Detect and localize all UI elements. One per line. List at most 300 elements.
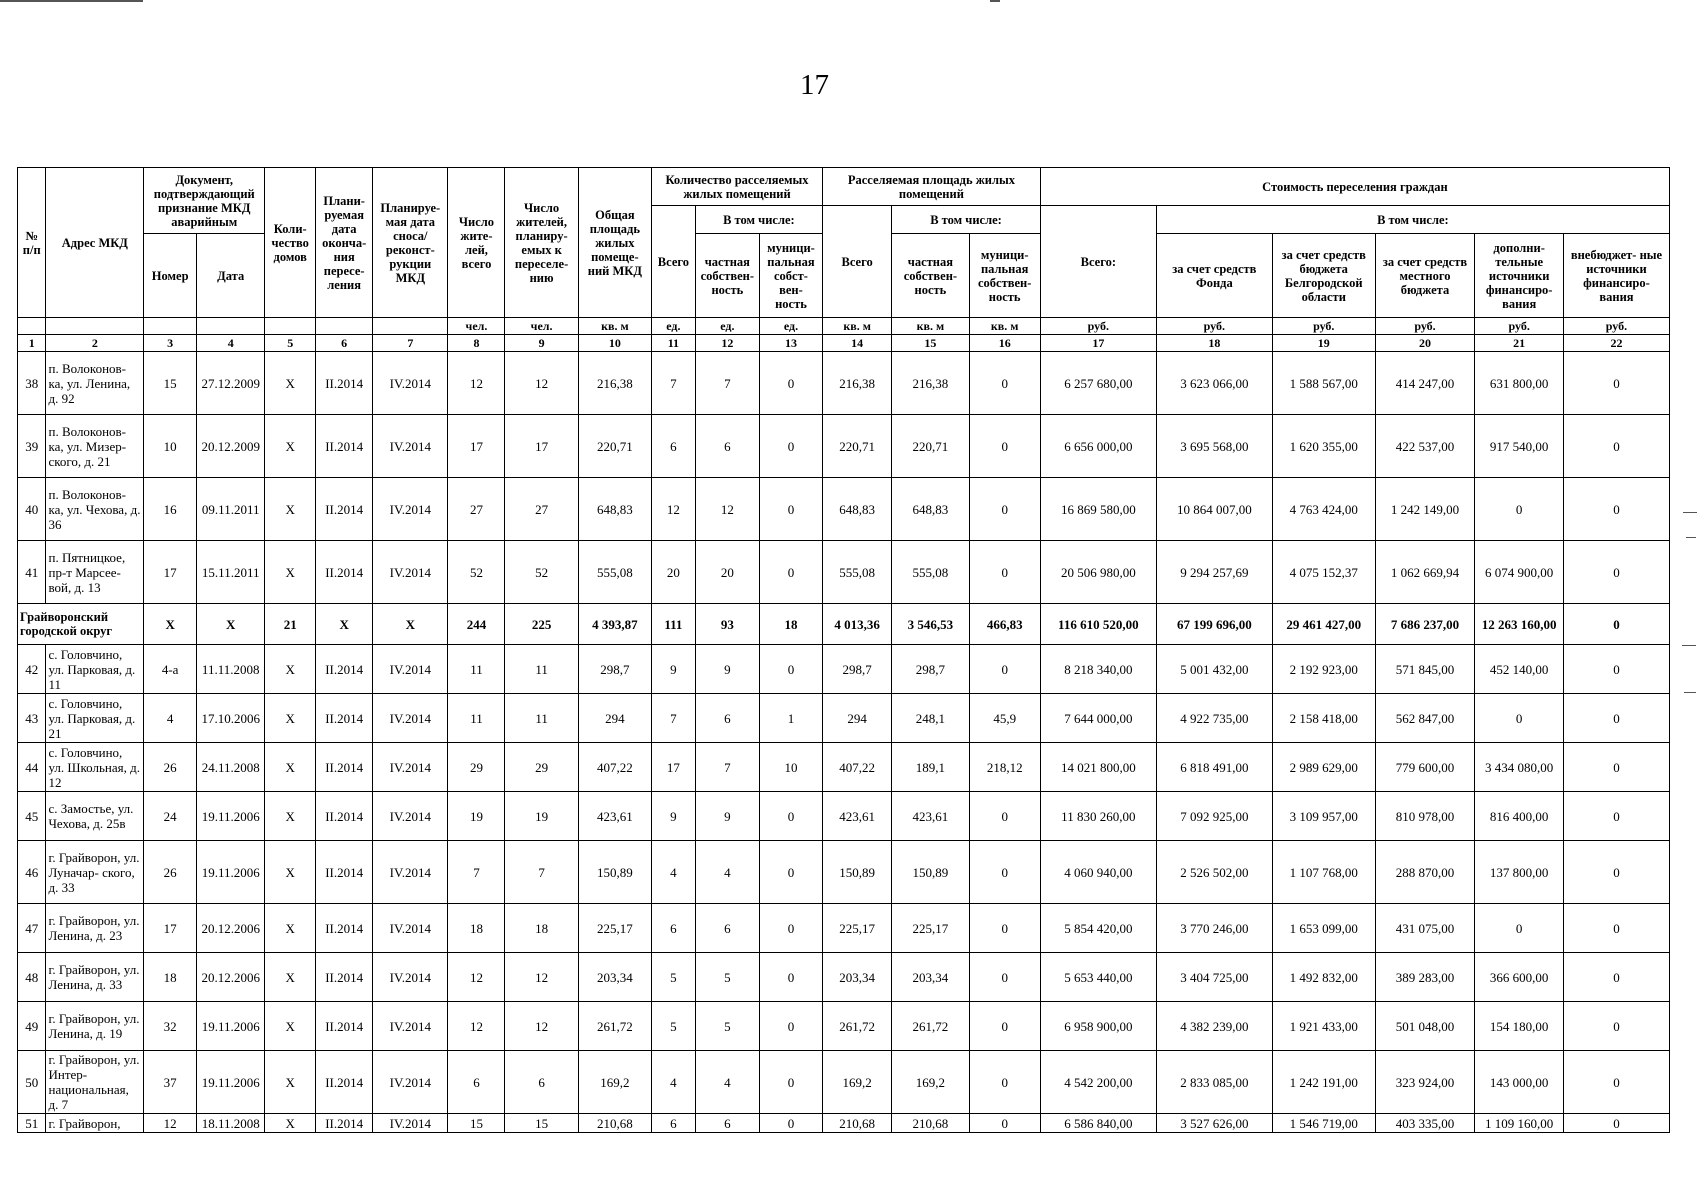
total-rooms-private: 93 <box>695 604 759 645</box>
cell-sq-private: 203,34 <box>892 953 969 1002</box>
cell-sq-total: 169,2 <box>823 1051 892 1114</box>
cell-rooms-private: 5 <box>695 953 759 1002</box>
total-cost-additional: 12 263 160,00 <box>1475 604 1564 645</box>
cell-doc-date: 19.11.2006 <box>197 1051 265 1114</box>
cell-rooms-total: 6 <box>652 415 696 478</box>
column-number: 18 <box>1156 335 1272 352</box>
cell-rooms-total: 12 <box>652 478 696 541</box>
cell-end: II.2014 <box>316 1051 373 1114</box>
units-cell: руб. <box>1475 318 1564 335</box>
units-cell <box>265 318 316 335</box>
resettlement-table-wrap <box>17 167 1670 1131</box>
cell-sq-municipal: 0 <box>969 1051 1040 1114</box>
cell-res-total: 12 <box>448 352 505 415</box>
cell-cost-local: 1 062 669,94 <box>1375 541 1475 604</box>
cell-cost-regional: 4 763 424,00 <box>1272 478 1375 541</box>
cell-end: II.2014 <box>316 415 373 478</box>
cell-cost-local: 501 048,00 <box>1375 1002 1475 1051</box>
cell-doc-date: 09.11.2011 <box>197 478 265 541</box>
cell-doc-no: 37 <box>144 1051 197 1114</box>
cell-sq-municipal: 218,12 <box>969 743 1040 792</box>
scan-margin-mark <box>1684 692 1696 693</box>
column-number: 10 <box>578 335 651 352</box>
cell-cost-regional: 1 546 719,00 <box>1272 1114 1375 1133</box>
cell-sq-total: 261,72 <box>823 1002 892 1051</box>
cell-demolish: IV.2014 <box>373 645 448 694</box>
cell-sq-total: 210,68 <box>823 1114 892 1133</box>
cell-cost-regional: 1 588 567,00 <box>1272 352 1375 415</box>
cell-doc-no: 32 <box>144 1002 197 1051</box>
cell-sq-total: 423,61 <box>823 792 892 841</box>
cell-cost-additional: 0 <box>1475 694 1564 743</box>
cell-cost-total: 14 021 800,00 <box>1040 743 1156 792</box>
column-number: 16 <box>969 335 1040 352</box>
units-cell <box>373 318 448 335</box>
cell-cost-fund: 5 001 432,00 <box>1156 645 1272 694</box>
row-address: п. Волоконов- ка, ул. Ленина, д. 92 <box>46 352 144 415</box>
cell-rooms-total: 9 <box>652 792 696 841</box>
cell-cost-total: 6 656 000,00 <box>1040 415 1156 478</box>
cell-doc-date: 18.11.2008 <box>197 1114 265 1133</box>
cell-houses: X <box>265 1002 316 1051</box>
cell-rooms-total: 7 <box>652 694 696 743</box>
total-doc-no: X <box>144 604 197 645</box>
column-number: 11 <box>652 335 696 352</box>
cell-res-planned: 12 <box>505 953 578 1002</box>
cell-cost-extra: 0 <box>1563 694 1669 743</box>
cell-cost-additional: 3 434 080,00 <box>1475 743 1564 792</box>
row-number: 50 <box>18 1051 46 1114</box>
cell-cost-total: 4 060 940,00 <box>1040 841 1156 904</box>
cell-cost-regional: 1 492 832,00 <box>1272 953 1375 1002</box>
units-cell: ед. <box>652 318 696 335</box>
cell-demolish: IV.2014 <box>373 352 448 415</box>
cell-houses: X <box>265 841 316 904</box>
table-row <box>18 743 1670 792</box>
cell-area-total: 225,17 <box>578 904 651 953</box>
cell-sq-total: 407,22 <box>823 743 892 792</box>
table-row <box>18 904 1670 953</box>
cell-sq-municipal: 0 <box>969 541 1040 604</box>
cell-sq-total: 150,89 <box>823 841 892 904</box>
cell-rooms-municipal: 0 <box>759 1114 822 1133</box>
cell-end: II.2014 <box>316 953 373 1002</box>
cell-cost-total: 20 506 980,00 <box>1040 541 1156 604</box>
row-number: 41 <box>18 541 46 604</box>
cell-houses: X <box>265 743 316 792</box>
column-number: 8 <box>448 335 505 352</box>
row-number: 51 <box>18 1114 46 1133</box>
scan-edge-mark <box>0 0 143 2</box>
cell-cost-regional: 2 158 418,00 <box>1272 694 1375 743</box>
cell-cost-fund: 3 623 066,00 <box>1156 352 1272 415</box>
scan-margin-mark <box>1682 645 1696 646</box>
cell-rooms-total: 5 <box>652 953 696 1002</box>
cell-cost-fund: 2 833 085,00 <box>1156 1051 1272 1114</box>
cell-cost-regional: 1 242 191,00 <box>1272 1051 1375 1114</box>
cell-cost-fund: 4 382 239,00 <box>1156 1002 1272 1051</box>
cell-res-total: 27 <box>448 478 505 541</box>
cell-rooms-total: 6 <box>652 1114 696 1133</box>
cell-end: II.2014 <box>316 478 373 541</box>
cell-cost-additional: 0 <box>1475 904 1564 953</box>
cell-cost-fund: 3 527 626,00 <box>1156 1114 1272 1133</box>
cell-doc-date: 24.11.2008 <box>197 743 265 792</box>
row-address: г. Грайворон, ул. Ленина, д. 19 <box>46 1002 144 1051</box>
cell-sq-private: 220,71 <box>892 415 969 478</box>
column-number: 15 <box>892 335 969 352</box>
cell-rooms-private: 6 <box>695 694 759 743</box>
cell-end: II.2014 <box>316 694 373 743</box>
header-doc-date: Дата <box>197 234 265 318</box>
table-row <box>18 541 1670 604</box>
cell-rooms-municipal: 0 <box>759 841 822 904</box>
cell-res-planned: 6 <box>505 1051 578 1114</box>
cell-cost-total: 6 257 680,00 <box>1040 352 1156 415</box>
table-row <box>18 352 1670 415</box>
cell-area-total: 261,72 <box>578 1002 651 1051</box>
cell-rooms-municipal: 10 <box>759 743 822 792</box>
cell-res-planned: 11 <box>505 645 578 694</box>
cell-sq-private: 169,2 <box>892 1051 969 1114</box>
total-row <box>18 604 1670 645</box>
header-cost-group: Стоимость переселения граждан <box>1040 168 1669 206</box>
cell-doc-no: 17 <box>144 541 197 604</box>
table-row <box>18 415 1670 478</box>
cell-rooms-municipal: 0 <box>759 415 822 478</box>
total-rooms-municipal: 18 <box>759 604 822 645</box>
total-cost-total: 116 610 520,00 <box>1040 604 1156 645</box>
cell-rooms-private: 4 <box>695 841 759 904</box>
cell-sq-municipal: 0 <box>969 841 1040 904</box>
cell-doc-date: 20.12.2006 <box>197 953 265 1002</box>
cell-res-planned: 15 <box>505 1114 578 1133</box>
cell-cost-additional: 143 000,00 <box>1475 1051 1564 1114</box>
cell-cost-fund: 3 404 725,00 <box>1156 953 1272 1002</box>
units-cell: кв. м <box>578 318 651 335</box>
cell-sq-private: 189,1 <box>892 743 969 792</box>
cell-sq-municipal: 0 <box>969 478 1040 541</box>
row-address: г. Грайворон, ул. Ленина, д. 33 <box>46 953 144 1002</box>
cell-cost-fund: 3 770 246,00 <box>1156 904 1272 953</box>
cell-demolish: IV.2014 <box>373 1051 448 1114</box>
column-number: 1 <box>18 335 46 352</box>
cell-sq-municipal: 0 <box>969 792 1040 841</box>
cell-doc-date: 19.11.2006 <box>197 841 265 904</box>
cell-doc-date: 15.11.2011 <box>197 541 265 604</box>
row-number: 44 <box>18 743 46 792</box>
cell-cost-extra: 0 <box>1563 841 1669 904</box>
cell-cost-extra: 0 <box>1563 792 1669 841</box>
cell-res-total: 17 <box>448 415 505 478</box>
column-number: 21 <box>1475 335 1564 352</box>
cell-cost-additional: 1 109 160,00 <box>1475 1114 1564 1133</box>
cell-doc-no: 24 <box>144 792 197 841</box>
column-number: 7 <box>373 335 448 352</box>
cell-rooms-private: 4 <box>695 1051 759 1114</box>
cell-area-total: 210,68 <box>578 1114 651 1133</box>
header-area-private: частная собствен- ность <box>892 234 969 318</box>
cell-area-total: 203,34 <box>578 953 651 1002</box>
cell-cost-local: 389 283,00 <box>1375 953 1475 1002</box>
cell-houses: X <box>265 541 316 604</box>
column-number: 17 <box>1040 335 1156 352</box>
cell-rooms-private: 6 <box>695 1114 759 1133</box>
cell-doc-no: 15 <box>144 352 197 415</box>
header-rooms-group: Количество расселяемых жилых помещений <box>652 168 823 206</box>
cell-cost-total: 4 542 200,00 <box>1040 1051 1156 1114</box>
cell-end: II.2014 <box>316 904 373 953</box>
cell-houses: X <box>265 694 316 743</box>
cell-cost-fund: 3 695 568,00 <box>1156 415 1272 478</box>
total-sq-municipal: 466,83 <box>969 604 1040 645</box>
cell-res-total: 18 <box>448 904 505 953</box>
cell-rooms-municipal: 0 <box>759 645 822 694</box>
cell-cost-local: 323 924,00 <box>1375 1051 1475 1114</box>
cell-cost-extra: 0 <box>1563 541 1669 604</box>
cell-end: II.2014 <box>316 1002 373 1051</box>
cell-rooms-municipal: 0 <box>759 541 822 604</box>
cell-cost-fund: 6 818 491,00 <box>1156 743 1272 792</box>
units-cell: руб. <box>1040 318 1156 335</box>
column-number: 4 <box>197 335 265 352</box>
cell-cost-total: 6 958 900,00 <box>1040 1002 1156 1051</box>
cell-rooms-private: 20 <box>695 541 759 604</box>
cell-res-planned: 18 <box>505 904 578 953</box>
header-cost-including: В том числе: <box>1156 206 1669 234</box>
cell-cost-local: 422 537,00 <box>1375 415 1475 478</box>
column-number: 3 <box>144 335 197 352</box>
cell-rooms-municipal: 0 <box>759 953 822 1002</box>
cell-sq-private: 216,38 <box>892 352 969 415</box>
cell-demolish: IV.2014 <box>373 694 448 743</box>
cell-sq-municipal: 0 <box>969 904 1040 953</box>
cell-res-planned: 52 <box>505 541 578 604</box>
cell-rooms-municipal: 0 <box>759 478 822 541</box>
cell-demolish: IV.2014 <box>373 953 448 1002</box>
cell-cost-extra: 0 <box>1563 415 1669 478</box>
column-number: 13 <box>759 335 822 352</box>
cell-houses: X <box>265 953 316 1002</box>
cell-cost-total: 5 854 420,00 <box>1040 904 1156 953</box>
cell-cost-additional: 137 800,00 <box>1475 841 1564 904</box>
cell-end: II.2014 <box>316 743 373 792</box>
cell-res-total: 12 <box>448 953 505 1002</box>
total-doc-date: X <box>197 604 265 645</box>
column-number: 6 <box>316 335 373 352</box>
cell-cost-additional: 452 140,00 <box>1475 645 1564 694</box>
units-cell: кв. м <box>823 318 892 335</box>
cell-rooms-municipal: 0 <box>759 1002 822 1051</box>
total-cost-extra: 0 <box>1563 604 1669 645</box>
total-sq-total: 4 013,36 <box>823 604 892 645</box>
row-address: п. Волоконов- ка, ул. Чехова, д. 36 <box>46 478 144 541</box>
cell-rooms-municipal: 0 <box>759 352 822 415</box>
cell-sq-private: 210,68 <box>892 1114 969 1133</box>
header-cost-regional: за счет средств бюджета Белгородской области <box>1272 234 1375 318</box>
units-cell: руб. <box>1375 318 1475 335</box>
cell-sq-private: 225,17 <box>892 904 969 953</box>
cell-cost-fund: 7 092 925,00 <box>1156 792 1272 841</box>
row-address: с. Головчино, ул. Школьная, д. 12 <box>46 743 144 792</box>
cell-cost-extra: 0 <box>1563 478 1669 541</box>
cell-rooms-private: 6 <box>695 415 759 478</box>
cell-sq-municipal: 0 <box>969 1114 1040 1133</box>
cell-houses: X <box>265 1051 316 1114</box>
cell-area-total: 294 <box>578 694 651 743</box>
row-address: г. Грайворон, <box>46 1114 144 1133</box>
cell-houses: X <box>265 792 316 841</box>
cell-cost-fund: 10 864 007,00 <box>1156 478 1272 541</box>
units-cell: кв. м <box>892 318 969 335</box>
cell-area-total: 150,89 <box>578 841 651 904</box>
cell-res-total: 52 <box>448 541 505 604</box>
row-address: с. Головчино, ул. Парковая, д. 21 <box>46 694 144 743</box>
total-end: X <box>316 604 373 645</box>
page-number: 17 <box>800 69 829 101</box>
scan-edge-mark <box>990 0 1000 2</box>
cell-area-total: 169,2 <box>578 1051 651 1114</box>
cell-res-total: 6 <box>448 1051 505 1114</box>
cell-doc-no: 12 <box>144 1114 197 1133</box>
cell-houses: X <box>265 415 316 478</box>
row-number: 45 <box>18 792 46 841</box>
table-row <box>18 1114 1670 1133</box>
cell-res-total: 15 <box>448 1114 505 1133</box>
header-area-including: В том числе: <box>892 206 1041 234</box>
cell-res-planned: 29 <box>505 743 578 792</box>
cell-area-total: 423,61 <box>578 792 651 841</box>
table-row <box>18 694 1670 743</box>
cell-demolish: IV.2014 <box>373 792 448 841</box>
cell-cost-regional: 1 620 355,00 <box>1272 415 1375 478</box>
header-cost-local: за счет средств местного бюджета <box>1375 234 1475 318</box>
cell-res-total: 11 <box>448 694 505 743</box>
cell-doc-date: 19.11.2006 <box>197 1002 265 1051</box>
header-cost-additional: дополни- тельные источники финансиро- вания <box>1475 234 1564 318</box>
header-doc-number: Номер <box>144 234 197 318</box>
cell-sq-total: 203,34 <box>823 953 892 1002</box>
cell-cost-regional: 1 107 768,00 <box>1272 841 1375 904</box>
table-row <box>18 953 1670 1002</box>
total-cost-fund: 67 199 696,00 <box>1156 604 1272 645</box>
cell-cost-regional: 4 075 152,37 <box>1272 541 1375 604</box>
header-rooms-including: В том числе: <box>695 206 822 234</box>
table-row <box>18 841 1670 904</box>
cell-houses: X <box>265 1114 316 1133</box>
cell-houses: X <box>265 904 316 953</box>
cell-sq-total: 648,83 <box>823 478 892 541</box>
cell-rooms-municipal: 0 <box>759 1051 822 1114</box>
total-sq-private: 3 546,53 <box>892 604 969 645</box>
table-row <box>18 792 1670 841</box>
units-cell: чел. <box>505 318 578 335</box>
cell-rooms-private: 9 <box>695 645 759 694</box>
cell-rooms-private: 7 <box>695 352 759 415</box>
total-area-total: 4 393,87 <box>578 604 651 645</box>
cell-rooms-total: 4 <box>652 1051 696 1114</box>
cell-doc-no: 18 <box>144 953 197 1002</box>
table-row <box>18 1051 1670 1114</box>
row-address: г. Грайворон, ул. Интер- национальная, д. 7 <box>46 1051 144 1114</box>
total-res-planned: 225 <box>505 604 578 645</box>
header-residents-planned: Число жителей, планиру- емых к переселе- нию <box>505 168 578 318</box>
total-cost-regional: 29 461 427,00 <box>1272 604 1375 645</box>
cell-rooms-municipal: 0 <box>759 904 822 953</box>
cell-doc-no: 16 <box>144 478 197 541</box>
row-number: 38 <box>18 352 46 415</box>
cell-res-planned: 11 <box>505 694 578 743</box>
cell-sq-private: 248,1 <box>892 694 969 743</box>
cell-cost-total: 16 869 580,00 <box>1040 478 1156 541</box>
header-address: Адрес МКД <box>46 168 144 318</box>
cell-area-total: 407,22 <box>578 743 651 792</box>
cell-doc-date: 11.11.2008 <box>197 645 265 694</box>
cell-doc-date: 19.11.2006 <box>197 792 265 841</box>
cell-cost-extra: 0 <box>1563 645 1669 694</box>
cell-doc-date: 20.12.2009 <box>197 415 265 478</box>
cell-sq-municipal: 0 <box>969 415 1040 478</box>
cell-doc-date: 20.12.2006 <box>197 904 265 953</box>
cell-end: II.2014 <box>316 1114 373 1133</box>
cell-res-planned: 7 <box>505 841 578 904</box>
scan-margin-mark <box>1686 537 1696 538</box>
cell-res-planned: 12 <box>505 352 578 415</box>
cell-houses: X <box>265 645 316 694</box>
cell-cost-fund: 4 922 735,00 <box>1156 694 1272 743</box>
cell-sq-private: 261,72 <box>892 1002 969 1051</box>
row-number: 43 <box>18 694 46 743</box>
header-total-area: Общая площадь жилых помеще- ний МКД <box>578 168 651 318</box>
cell-cost-extra: 0 <box>1563 1051 1669 1114</box>
header-area-group: Расселяемая площадь жилых помещений <box>823 168 1041 206</box>
column-number: 5 <box>265 335 316 352</box>
cell-cost-total: 7 644 000,00 <box>1040 694 1156 743</box>
cell-cost-local: 571 845,00 <box>1375 645 1475 694</box>
cell-rooms-total: 17 <box>652 743 696 792</box>
column-number: 20 <box>1375 335 1475 352</box>
cell-cost-additional: 6 074 900,00 <box>1475 541 1564 604</box>
cell-area-total: 216,38 <box>578 352 651 415</box>
cell-res-total: 11 <box>448 645 505 694</box>
cell-houses: X <box>265 478 316 541</box>
row-number: 40 <box>18 478 46 541</box>
table-row <box>18 478 1670 541</box>
units-cell: кв. м <box>969 318 1040 335</box>
cell-cost-local: 431 075,00 <box>1375 904 1475 953</box>
table-row <box>18 645 1670 694</box>
cell-demolish: IV.2014 <box>373 904 448 953</box>
cell-demolish: IV.2014 <box>373 478 448 541</box>
cell-area-total: 555,08 <box>578 541 651 604</box>
cell-rooms-private: 9 <box>695 792 759 841</box>
cell-sq-private: 555,08 <box>892 541 969 604</box>
cell-sq-private: 298,7 <box>892 645 969 694</box>
cell-demolish: IV.2014 <box>373 841 448 904</box>
units-cell: чел. <box>448 318 505 335</box>
cell-end: II.2014 <box>316 541 373 604</box>
cell-demolish: IV.2014 <box>373 1114 448 1133</box>
cell-demolish: IV.2014 <box>373 415 448 478</box>
cell-rooms-private: 6 <box>695 904 759 953</box>
units-row <box>18 318 1670 335</box>
cell-res-total: 7 <box>448 841 505 904</box>
row-number: 47 <box>18 904 46 953</box>
units-cell <box>46 318 144 335</box>
total-rooms-total: 111 <box>652 604 696 645</box>
cell-cost-additional: 154 180,00 <box>1475 1002 1564 1051</box>
cell-rooms-private: 12 <box>695 478 759 541</box>
